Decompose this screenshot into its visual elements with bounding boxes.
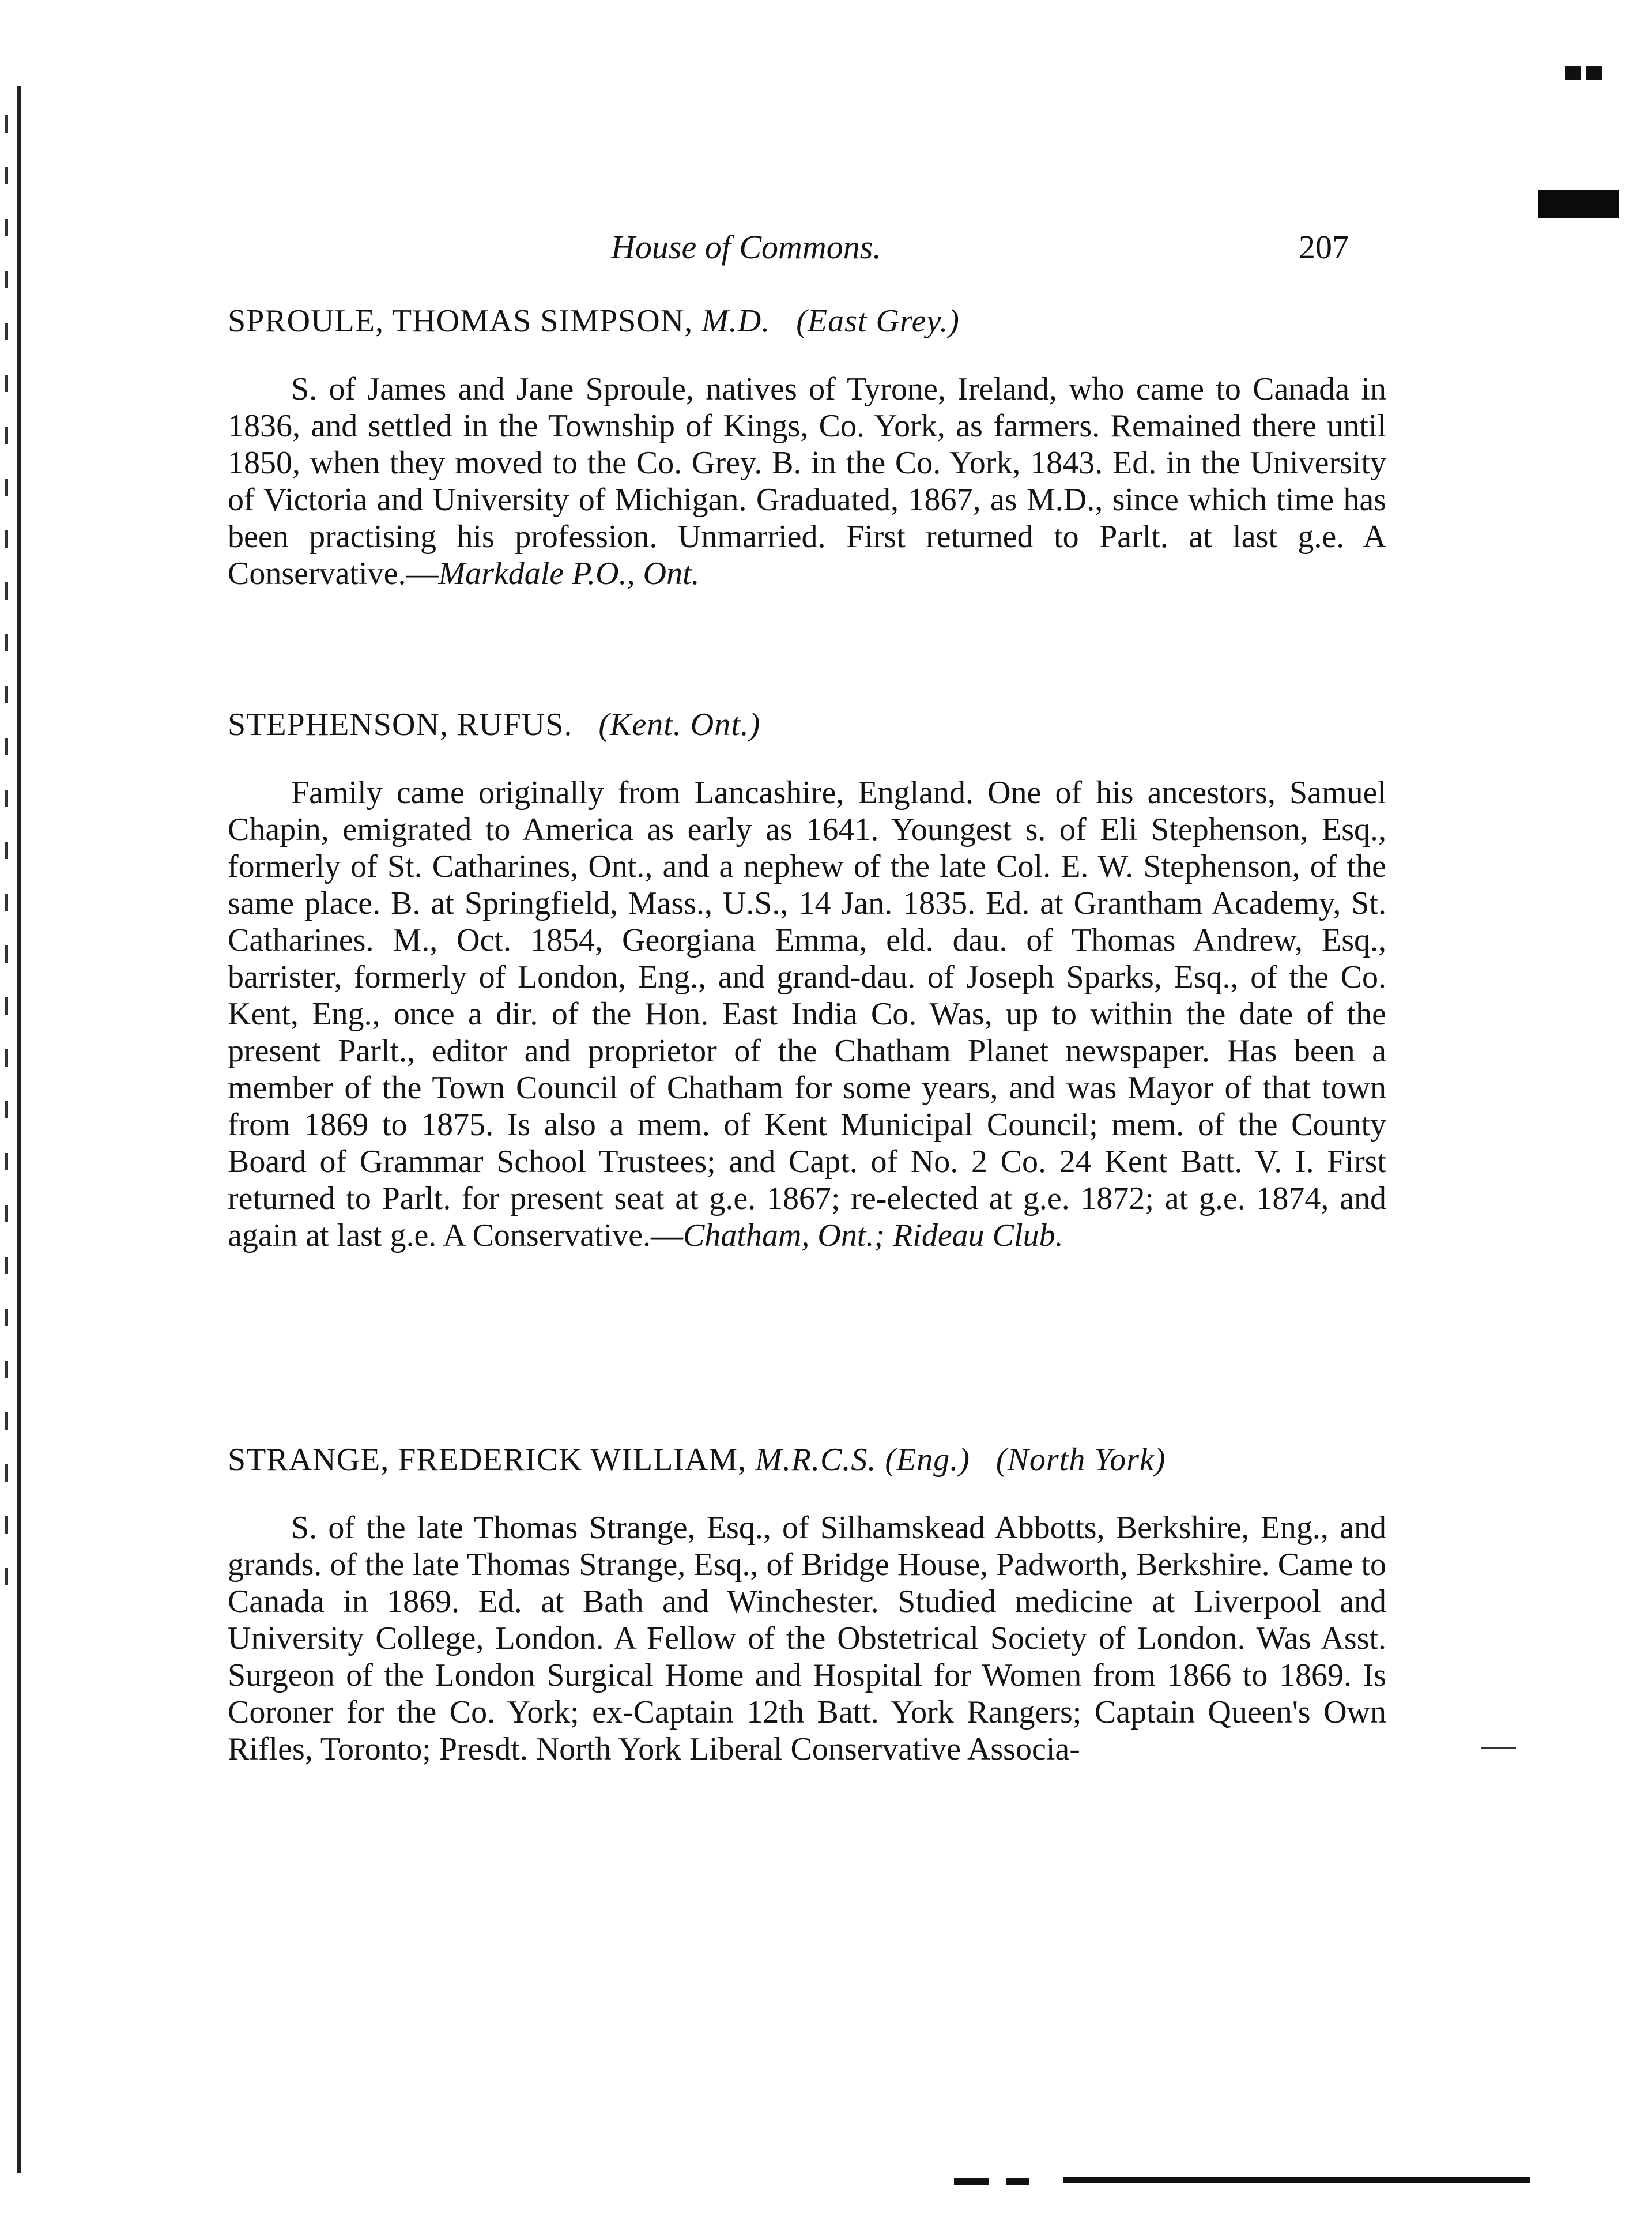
entry-heading (228, 706, 1386, 743)
entry-body (228, 1509, 1386, 1768)
entry-address: Markdale P.O., Ont. (438, 556, 700, 592)
scan-mark (1006, 2178, 1029, 2185)
member-riding: (Kent. Ont.) (598, 707, 761, 743)
entry-body (228, 774, 1386, 1254)
entry-text: Family came originally from Lancashire, England. One of his ancestors, Samuel Chapin, emigrated to America as early as 1641. Youngest s. of Eli Stephenson, Esq., formerly of St. Catharines, Ont., and a nephew of the late Col. E. W. Stephenson, of the same place. B. at Springfield, Mass., U.S., 14 Jan. 1835. Ed. at Grantham Academy, St. Catharines. M., Oct. 1854, Georgiana Emma, eld. dau. of Thomas Andrew, Esq., barrister, formerly of London, Eng., and grand-dau. of Joseph Sparks, Esq., of the Co. Kent, Eng., once a dir. of the Hon. East India Co. Was, up to within the date of the present Parlt., editor and proprietor of the Chatham Planet newspaper. Has been a member of the Town Council of Chatham for some years, and was Mayor of that town from 1869 to 1875. Is also a mem. of Kent Municipal Council; mem. of the County Board of Grammar School Trustees; and Capt. of No. 2 Co. 24 Kent Batt. V. I. First returned to Parlt. for present seat at g.e. 1867; re-elected at g.e. 1872; at g.e. 1874, and again at last g.e. A Conservative.— (228, 775, 1386, 1253)
running-head (611, 228, 1349, 268)
scan-mark (1586, 66, 1602, 80)
entry-heading (228, 303, 1386, 340)
binding-edge-marks (5, 115, 8, 1614)
member-name: SPROULE, THOMAS SIMPSON, (228, 303, 693, 339)
biography-entry (228, 1441, 1386, 1768)
scan-mark (1481, 1747, 1516, 1749)
binding-edge-shadow (17, 86, 35, 2173)
entry-heading (228, 1441, 1386, 1478)
biography-entry (228, 706, 1386, 1254)
biography-entry (228, 303, 1386, 592)
running-title: House of Commons. (611, 228, 881, 266)
scan-mark (1565, 66, 1581, 80)
member-qualification: M.R.C.S. (Eng.) (755, 1442, 970, 1478)
page-number: 207 (1299, 228, 1349, 266)
entry-address: Chatham, Ont.; Rideau Club. (683, 1218, 1063, 1253)
member-name: STRANGE, FREDERICK WILLIAM, (228, 1442, 747, 1478)
entry-text: S. of the late Thomas Strange, Esq., of Silhamskead Abbotts, Berkshire, Eng., and grands. of the late Thomas Strange, Esq., of Bridge House, Padworth, Berkshire. Came to Canada in 1869. Ed. at Bath and Winchester. Studied medicine at Liverpool and University College, London. A Fellow of the Obstetrical Society of London. Was Asst. Surgeon of the London Surgical Home and Hospital for Women from 1866 to 1869. Is Coroner for the Co. York; ex-Captain 12th Batt. York Rangers; Captain Queen's Own Rifles, Toronto; Presdt. North York Liberal Conservative Associa- (228, 1510, 1386, 1767)
member-riding: (North York) (995, 1442, 1166, 1478)
scan-mark-bar (1538, 190, 1619, 218)
scan-rule (1063, 2177, 1530, 2183)
entry-body (228, 371, 1386, 592)
member-name: STEPHENSON, RUFUS. (228, 707, 573, 743)
member-qualification: M.D. (701, 303, 771, 339)
scan-mark (954, 2178, 989, 2185)
member-riding: (East Grey.) (796, 303, 960, 339)
entry-text: S. of James and Jane Sproule, natives of Tyrone, Ireland, who came to Canada in 1836, and settled in the Township of Kings, Co. York, as farmers. Remained there until 1850, when they moved to the Co. Grey. B. in the Co. York, 1843. Ed. in the University of Victoria and University of Michigan. Graduated, 1867, as M.D., since which time has been practising his profession. Unmarried. First returned to Parlt. at last g.e. A Conservative.— (228, 371, 1386, 592)
